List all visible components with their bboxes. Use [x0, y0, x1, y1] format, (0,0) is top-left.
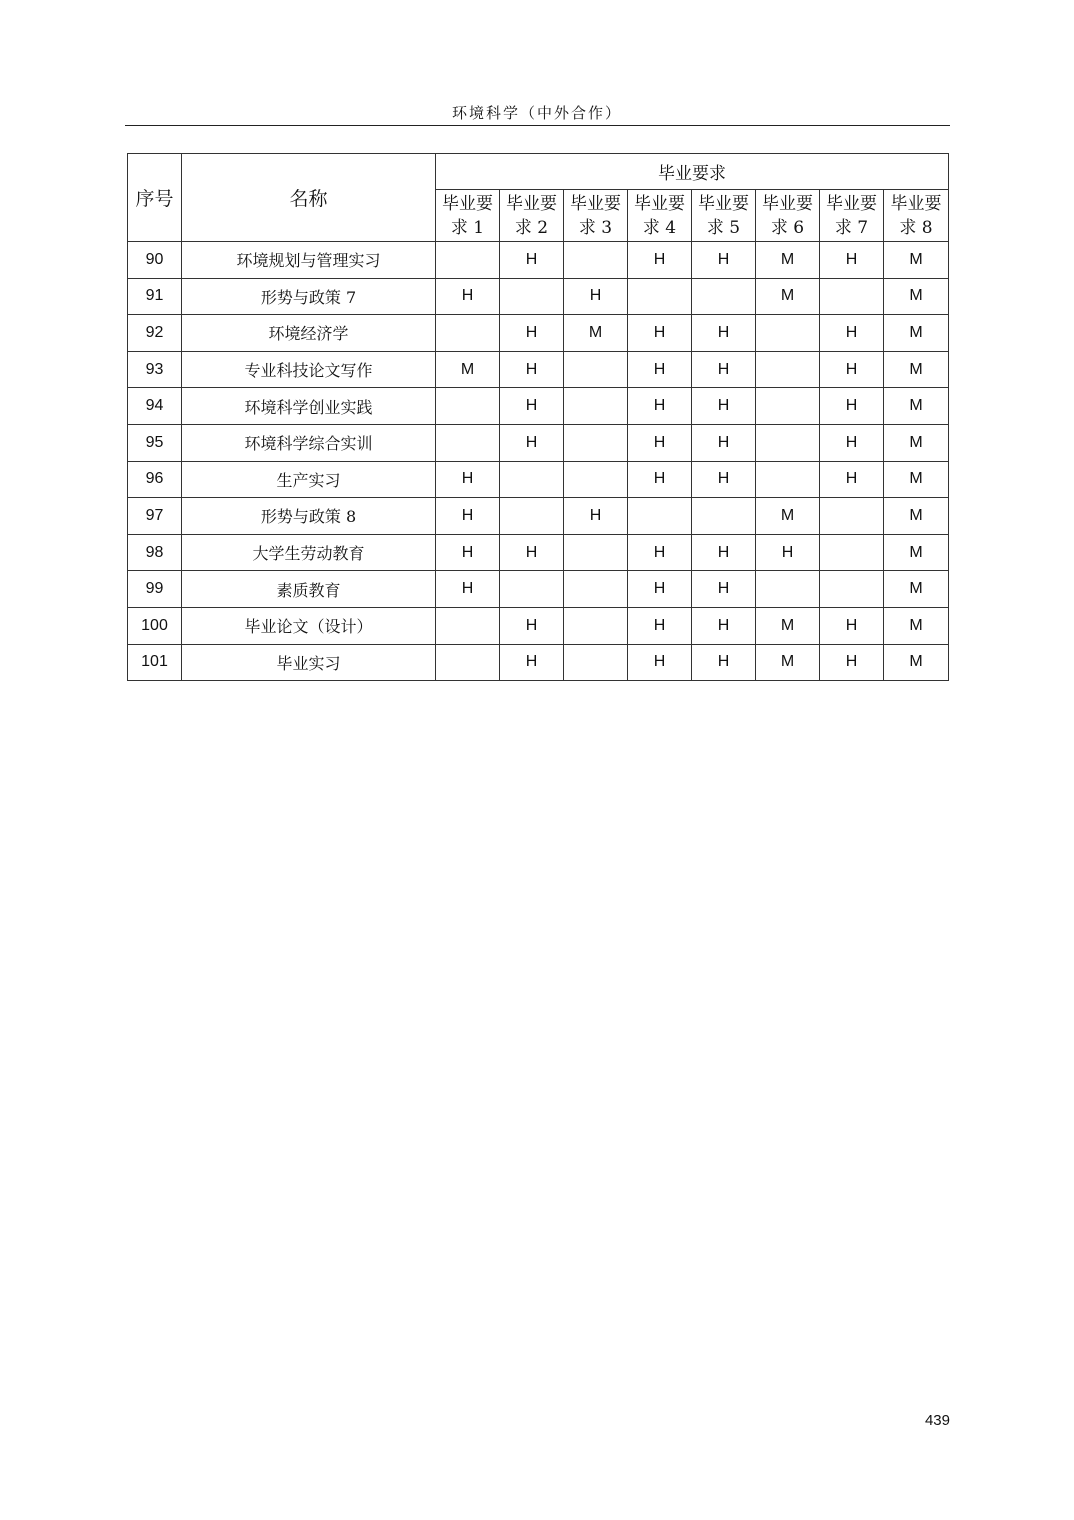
- row-mark-req-8: M: [884, 424, 949, 461]
- row-mark-req-1: H: [436, 278, 500, 315]
- row-mark-req-6: [756, 351, 820, 388]
- row-course-name: 生产实习: [182, 461, 436, 498]
- row-mark-req-7: [820, 571, 884, 608]
- row-mark-req-3: [564, 424, 628, 461]
- row-seq: 96: [128, 461, 182, 498]
- row-mark-req-8: M: [884, 461, 949, 498]
- row-mark-req-6: M: [756, 498, 820, 535]
- requirement-header-2: 毕业要求 2: [500, 190, 564, 242]
- row-mark-req-3: [564, 351, 628, 388]
- row-mark-req-3: [564, 607, 628, 644]
- table-row: [128, 351, 949, 388]
- requirement-header-8: 毕业要求 8: [884, 190, 949, 242]
- row-mark-req-4: H: [628, 388, 692, 425]
- page-number: 439: [924, 1412, 950, 1429]
- row-mark-req-5: H: [692, 351, 756, 388]
- row-course-name: 环境科学综合实训: [182, 424, 436, 461]
- table-row: [128, 571, 949, 608]
- row-course-name: 大学生劳动教育: [182, 534, 436, 571]
- table-row: [128, 278, 949, 315]
- row-mark-req-4: [628, 498, 692, 535]
- row-mark-req-1: [436, 242, 500, 279]
- row-mark-req-5: H: [692, 461, 756, 498]
- row-course-name: 素质教育: [182, 571, 436, 608]
- row-mark-req-1: H: [436, 571, 500, 608]
- row-course-name: 毕业论文（设计）: [182, 607, 436, 644]
- row-mark-req-3: M: [564, 315, 628, 352]
- row-mark-req-4: H: [628, 315, 692, 352]
- row-seq: 98: [128, 534, 182, 571]
- row-mark-req-8: M: [884, 571, 949, 608]
- row-mark-req-7: [820, 498, 884, 535]
- row-mark-req-8: M: [884, 315, 949, 352]
- row-seq: 100: [128, 607, 182, 644]
- row-mark-req-7: H: [820, 424, 884, 461]
- requirement-header-4: 毕业要求 4: [628, 190, 692, 242]
- row-mark-req-7: [820, 534, 884, 571]
- row-mark-req-2: [500, 461, 564, 498]
- row-mark-req-8: M: [884, 644, 949, 681]
- table-body: [128, 242, 949, 681]
- row-mark-req-6: M: [756, 242, 820, 279]
- row-mark-req-4: H: [628, 644, 692, 681]
- row-seq: 91: [128, 278, 182, 315]
- row-mark-req-2: H: [500, 607, 564, 644]
- row-mark-req-1: H: [436, 498, 500, 535]
- row-mark-req-5: H: [692, 644, 756, 681]
- row-mark-req-3: [564, 571, 628, 608]
- row-course-name: 环境规划与管理实习: [182, 242, 436, 279]
- row-mark-req-8: M: [884, 388, 949, 425]
- row-mark-req-2: [500, 278, 564, 315]
- row-seq: 90: [128, 242, 182, 279]
- row-mark-req-7: H: [820, 388, 884, 425]
- table-row: [128, 315, 949, 352]
- row-seq: 101: [128, 644, 182, 681]
- row-mark-req-1: [436, 607, 500, 644]
- row-mark-req-6: H: [756, 534, 820, 571]
- row-mark-req-4: H: [628, 461, 692, 498]
- row-course-name: 毕业实习: [182, 644, 436, 681]
- row-mark-req-8: M: [884, 498, 949, 535]
- row-mark-req-2: H: [500, 424, 564, 461]
- row-mark-req-4: H: [628, 571, 692, 608]
- table-row: [128, 242, 949, 279]
- row-mark-req-8: M: [884, 534, 949, 571]
- requirement-header-1: 毕业要求 1: [436, 190, 500, 242]
- row-mark-req-2: H: [500, 315, 564, 352]
- row-mark-req-7: [820, 278, 884, 315]
- row-mark-req-4: H: [628, 424, 692, 461]
- row-mark-req-4: [628, 278, 692, 315]
- table-row: [128, 424, 949, 461]
- row-mark-req-7: H: [820, 461, 884, 498]
- row-mark-req-2: H: [500, 534, 564, 571]
- row-mark-req-3: [564, 242, 628, 279]
- row-course-name: 形势与政策 8: [182, 498, 436, 535]
- row-mark-req-7: H: [820, 315, 884, 352]
- row-mark-req-4: H: [628, 607, 692, 644]
- row-mark-req-6: M: [756, 607, 820, 644]
- row-seq: 92: [128, 315, 182, 352]
- row-mark-req-2: H: [500, 242, 564, 279]
- row-mark-req-5: [692, 278, 756, 315]
- row-mark-req-2: H: [500, 388, 564, 425]
- row-mark-req-1: [436, 644, 500, 681]
- row-seq: 95: [128, 424, 182, 461]
- row-mark-req-5: [692, 498, 756, 535]
- row-mark-req-3: [564, 461, 628, 498]
- row-mark-req-4: H: [628, 242, 692, 279]
- running-head-title: 环境科学（中外合作）: [451, 104, 622, 122]
- row-mark-req-1: M: [436, 351, 500, 388]
- row-mark-req-3: [564, 534, 628, 571]
- row-mark-req-5: H: [692, 242, 756, 279]
- table-row: [128, 534, 949, 571]
- row-mark-req-8: M: [884, 278, 949, 315]
- row-course-name: 环境科学创业实践: [182, 388, 436, 425]
- row-mark-req-4: H: [628, 351, 692, 388]
- row-course-name: 专业科技论文写作: [182, 351, 436, 388]
- table-row: [128, 644, 949, 681]
- row-mark-req-5: H: [692, 388, 756, 425]
- row-mark-req-1: [436, 315, 500, 352]
- row-mark-req-5: H: [692, 534, 756, 571]
- row-mark-req-6: M: [756, 644, 820, 681]
- row-seq: 93: [128, 351, 182, 388]
- row-mark-req-2: H: [500, 644, 564, 681]
- requirement-header-5: 毕业要求 5: [692, 190, 756, 242]
- row-mark-req-1: [436, 388, 500, 425]
- row-mark-req-6: [756, 424, 820, 461]
- row-mark-req-7: H: [820, 644, 884, 681]
- table-row: [128, 388, 949, 425]
- row-course-name: 形势与政策 7: [182, 278, 436, 315]
- requirements-group-header: 毕业要求: [436, 154, 949, 190]
- row-mark-req-7: H: [820, 351, 884, 388]
- requirement-header-3: 毕业要求 3: [564, 190, 628, 242]
- row-seq: 97: [128, 498, 182, 535]
- row-mark-req-6: [756, 388, 820, 425]
- table-row: [128, 461, 949, 498]
- row-mark-req-7: H: [820, 607, 884, 644]
- row-mark-req-3: [564, 644, 628, 681]
- row-mark-req-8: M: [884, 351, 949, 388]
- name-column-header: 名称: [182, 154, 436, 242]
- row-mark-req-7: H: [820, 242, 884, 279]
- row-mark-req-8: M: [884, 242, 949, 279]
- row-mark-req-1: H: [436, 534, 500, 571]
- seq-column-header: 序号: [128, 154, 182, 242]
- row-mark-req-2: [500, 571, 564, 608]
- table-row: [128, 498, 949, 535]
- table-row: [128, 607, 949, 644]
- row-mark-req-5: H: [692, 315, 756, 352]
- row-mark-req-5: H: [692, 424, 756, 461]
- row-mark-req-2: [500, 498, 564, 535]
- row-mark-req-8: M: [884, 607, 949, 644]
- row-mark-req-1: H: [436, 461, 500, 498]
- row-seq: 99: [128, 571, 182, 608]
- row-mark-req-4: H: [628, 534, 692, 571]
- row-mark-req-6: [756, 315, 820, 352]
- row-mark-req-5: H: [692, 571, 756, 608]
- requirement-header-6: 毕业要求 6: [756, 190, 820, 242]
- row-mark-req-2: H: [500, 351, 564, 388]
- requirements-matrix-table: [127, 153, 949, 681]
- row-mark-req-6: [756, 461, 820, 498]
- row-mark-req-3: H: [564, 498, 628, 535]
- row-mark-req-6: [756, 571, 820, 608]
- row-mark-req-5: H: [692, 607, 756, 644]
- row-mark-req-3: [564, 388, 628, 425]
- row-course-name: 环境经济学: [182, 315, 436, 352]
- row-seq: 94: [128, 388, 182, 425]
- table-header: [128, 154, 949, 242]
- requirement-header-7: 毕业要求 7: [820, 190, 884, 242]
- row-mark-req-1: [436, 424, 500, 461]
- header-rule: [125, 125, 950, 126]
- row-mark-req-6: M: [756, 278, 820, 315]
- row-mark-req-3: H: [564, 278, 628, 315]
